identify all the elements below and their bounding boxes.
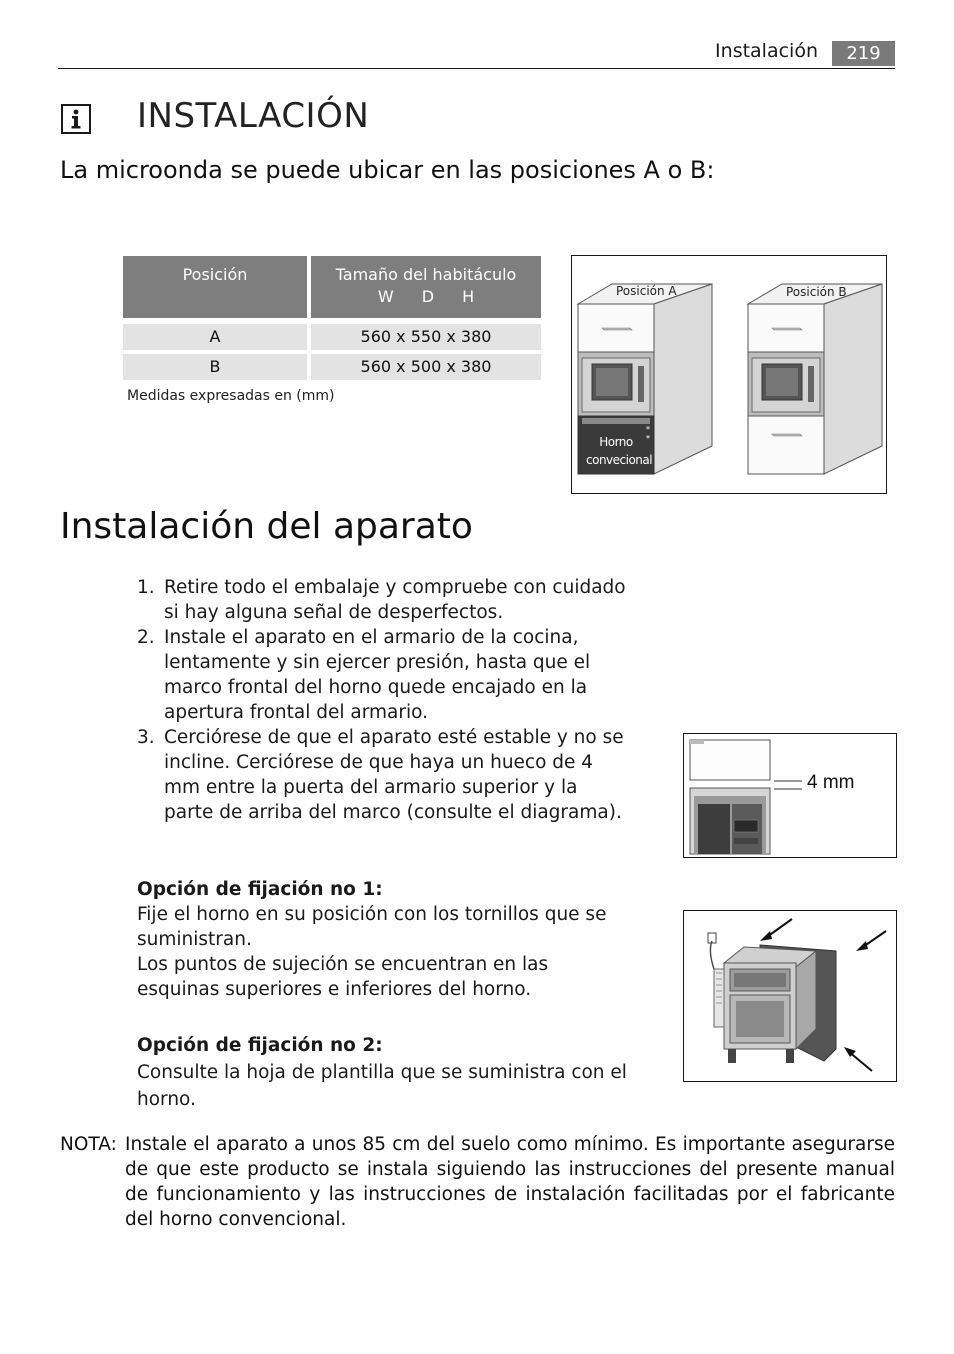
svg-text:*: * [646,434,650,443]
option-title: Opción de fijación no 2: [137,1035,383,1056]
cabinet-b-illustration [748,284,882,474]
step-text: Instale el aparato en el armario de la cocina, lentamente y sin ejercer presión, hasta que el marco frontal del horno quede encajado en la apertura frontal del armario. [164,627,591,723]
oven-label-line2: convecional [586,453,653,467]
table-cell-position: B [123,354,307,380]
step-text: Retire todo el embalaje y compruebe con cuidado si hay alguna señal de desperfectos. [164,577,626,623]
info-icon [61,104,91,134]
option-title: Opción de fijación no 1: [137,879,383,900]
step-text: Cerciórese de que el aparato esté estable y no se incline. Cerciórese de que haya un hueco de 4 mm entre la puerta del armario superior y la parte de arriba del marco (consulte el diagrama). [164,727,624,823]
oven-label [586,433,653,469]
list-item [137,575,627,625]
table-header-dims [311,286,541,308]
table-header-size-label: Tamaño del habitáculo [335,265,517,284]
list-item [137,725,627,825]
figure-label-position-b: Posición B [786,285,847,299]
dim-d: D [421,287,435,306]
svg-text:*: * [646,425,650,434]
fixing-option-2 [137,1033,627,1113]
option-line: Los puntos de sujeción se encuentran en las esquinas superiores e inferiores del horno. [137,954,549,1000]
table-note: Medidas expresadas en (mm) [127,388,335,404]
page-number: 219 [832,41,895,66]
fixing-figure [683,910,897,1082]
figure-label-position-a: Posición A [616,284,677,298]
step-number: 3. [137,727,155,748]
option-line: Fije el horno en su posición con los tornillos que se suministran. [137,904,607,950]
table-cell-size: 560 x 500 x 380 [311,354,541,380]
dim-w: W [377,287,394,306]
note-block [60,1132,895,1232]
list-item [137,625,627,725]
oven-label-line1: Horno [599,435,633,449]
installation-steps [137,575,627,825]
step-number: 2. [137,627,155,648]
note-text: Instale el aparato a unos 85 cm del suelo como mínimo. Es importante asegurarse de que este producto se instala siguiendo las instrucciones del presente manual de funcionamiento y las instrucciones de instalación facilitadas por el fabricante del horno convencional. [125,1134,895,1230]
header-section-title: Instalación [715,40,818,62]
section-heading: Instalación del aparato [60,506,473,547]
page-subtitle: La microonda se puede ubicar en las posiciones A o B: [60,156,715,184]
note-label: NOTA: [60,1134,117,1155]
step-number: 1. [137,577,155,598]
positions-figure [571,255,887,494]
header-rule [58,68,895,69]
table-header-size [311,256,541,318]
gap-figure [683,733,897,858]
table-header-position: Posición [123,256,307,318]
table-cell-size: 560 x 550 x 380 [311,324,541,350]
table-cell-position: A [123,324,307,350]
gap-label: 4 mm [807,772,855,793]
dim-h: H [462,287,475,306]
page-title: INSTALACIÓN [137,96,370,136]
option-body: Consulte la hoja de plantilla que se suministra con el horno. [137,1062,627,1110]
fixing-option-1 [137,877,627,1002]
